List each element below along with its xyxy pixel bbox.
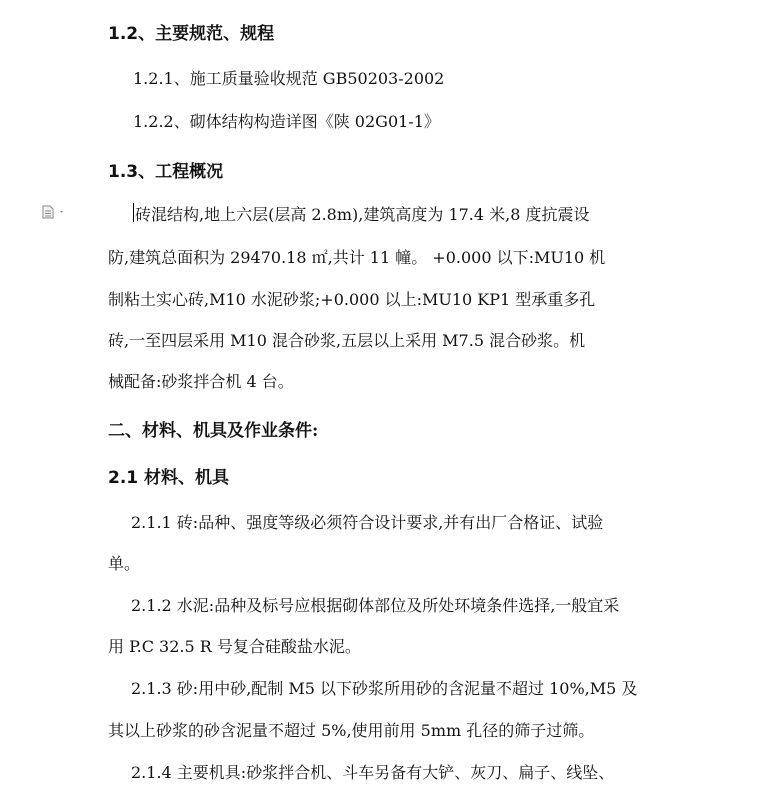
overview-line-2: 防,建筑总面积为 29470.18 ㎡,共计 11 幢。 +0.000 以下:MU10 机 — [108, 248, 606, 267]
item-2-1-3-line-2: 其以上砂浆的砂含泥量不超过 5%,使用前用 5mm 孔径的筛子过筛。 — [108, 721, 595, 740]
text-cursor — [133, 203, 134, 222]
overview-line-3: 制粘土实心砖,M10 水泥砂浆;+0.000 以上:MU10 KP1 型承重多孔 — [108, 290, 596, 309]
overview-line-1: 砖混结构,地上六层(层高 2.8m),建筑高度为 17.4 米,8 度抗震设 — [135, 205, 590, 224]
standard-item-1: 1.2.1、施工质量验收规范 GB50203-2002 — [133, 69, 445, 88]
item-2-1-1-line-1: 2.1.1 砖:品种、强度等级必须符合设计要求,并有出厂合格证、试验 — [131, 513, 604, 532]
item-2-1-3-line-1: 2.1.3 砂:用中砂,配制 M5 以下砂浆所用砂的含泥量不超过 10%,M5 及 — [131, 679, 638, 698]
heading-1-3: 1.3、工程概况 — [108, 162, 224, 182]
standard-item-2: 1.2.2、砌体结构构造详图《陕 02G01-1》 — [133, 112, 440, 131]
overview-line-4: 砖,一至四层采用 M10 混合砂浆,五层以上采用 M7.5 混合砂浆。机 — [108, 331, 586, 350]
item-2-1-2-line-2: 用 P.C 32.5 R 号复合硅酸盐水泥。 — [108, 637, 361, 656]
item-2-1-1-line-2: 单。 — [108, 554, 141, 573]
heading-section-2: 二、材料、机具及作业条件: — [108, 421, 319, 441]
heading-2-1: 2.1 材料、机具 — [108, 468, 230, 488]
item-2-1-2-line-1: 2.1.2 水泥:品种及标号应根据砌体部位及所处环境条件选择,一般宜采 — [131, 596, 620, 615]
document-icon[interactable] — [42, 204, 68, 218]
overview-line-5: 械配备:砂浆拌合机 4 台。 — [108, 372, 294, 391]
heading-1-2: 1.2、主要规范、规程 — [108, 24, 275, 44]
item-2-1-4-line-1: 2.1.4 主要机具:砂浆拌合机、斗车另备有大铲、灰刀、扁子、线坠、 — [131, 763, 615, 782]
